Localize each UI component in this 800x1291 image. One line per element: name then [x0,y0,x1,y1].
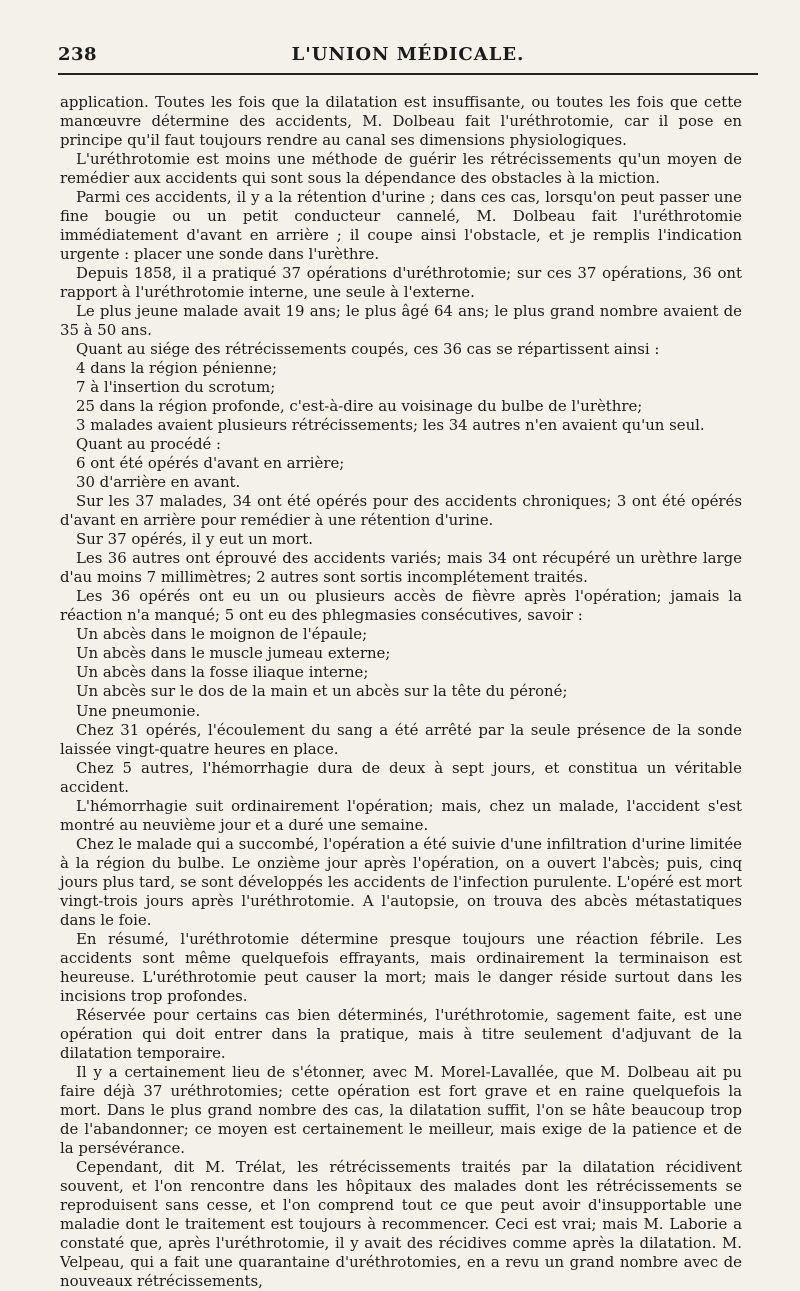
paragraph: 30 d'arrière en avant. [76,473,241,492]
page-number: 238 [58,44,98,65]
paragraph: Un abcès sur le dos de la main et un abcès sur la tête du péroné; [76,682,568,701]
paragraph: 4 dans la région pénienne; [76,359,277,378]
paragraph: Chez le malade qui a succombé, l'opération a été suivie d'une infiltration d'urine limitée à la région du bulbe. Le onzième jour après l'opération, on a ouvert l'abcès; puis, cinq jours plus tard, se sont développés les accidents de l'infection purulente. L'opéré est mort vingt-trois jours après l'uréthrotomie. A l'autopsie, on trouva des abcès métastatiques dans le foie. [60,834,742,929]
paragraph: Parmi ces accidents, il y a la rétention d'urine ; dans ces cas, lorsqu'on peut passer une fine bougie ou un petit conducteur cannelé, M. Dolbeau fait l'uréthrotomie immédiatement d'avant en arrière ; il coupe ainsi l'obstacle, et je remplis l'indication urgente : placer une sonde dans l'urèthre. [60,188,742,264]
paragraph: Le plus jeune malade avait 19 ans; le plus âgé 64 ans; le plus grand nombre avaient de 35 à 50 ans. [60,302,742,340]
journal-title: L'UNION MÉDICALE. [291,44,525,65]
paragraph: En résumé, l'uréthrotomie détermine presque toujours une réaction fébrile. Les accidents sont même quelquefois effrayants, mais ordinairement la terminaison est heureuse. L'uréthrotomie peut causer la mort; mais le danger réside surtout dans les incisions trop profondes. [60,929,742,1005]
paragraph: Chez 5 autres, l'hémorrhagie dura de deux à sept jours, et constitua un véritable accident. [60,758,742,796]
paragraph: Sur 37 opérés, il y eut un mort. [76,530,314,549]
paragraph: Chez 31 opérés, l'écoulement du sang a été arrêté par la seule présence de la sonde laissée vingt-quatre heures en place. [60,720,742,758]
paragraph: Depuis 1858, il a pratiqué 37 opérations d'uréthrotomie; sur ces 37 opérations, 36 ont rapport à l'uréthrotomie interne, une seule à l'externe. [60,264,742,302]
article-body [60,93,742,1291]
paragraph: Il y a certainement lieu de s'étonner, avec M. Morel-Lavallée, que M. Dolbeau ait pu faire déjà 37 uréthrotomies; cette opération est fort grave et en raine quelquefois la mort. Dans le plus grand nombre des cas, la dilatation suffit, l'on se hâte beaucoup trop de l'abandonner; ce moyen est certainement le meilleur, mais exige de la patience et de la persévérance. [60,1062,742,1157]
paragraph: 7 à l'insertion du scrotum; [76,378,276,397]
paragraph: Quant au procédé : [76,435,222,454]
header-rule [58,73,758,75]
paragraph: L'uréthrotomie est moins une méthode de guérir les rétrécissements qu'un moyen de remédier aux accidents qui sont sous la dépendance des obstacles à la miction. [60,150,742,188]
paragraph: Un abcès dans le muscle jumeau externe; [76,644,391,663]
paragraph: Un abcès dans le moignon de l'épaule; [76,625,368,644]
paragraph: Les 36 autres ont éprouvé des accidents variés; mais 34 ont récupéré un urèthre large d'au moins 7 millimètres; 2 autres sont sortis incomplétement traités. [60,549,742,587]
paragraph: Cependant, dit M. Trélat, les rétrécissements traités par la dilatation récidivent souvent, et l'on rencontre dans les hôpitaux des malades dont les rétrécissements se reproduisent sans cesse, et l'on comprend tout ce que peut avoir d'insupportable une maladie dont le traitement est toujours à recommencer. Ceci est vrai; mais M. Laborie a constaté que, après l'uréthrotomie, il y avait des récidives comme après la dilatation. M. Velpeau, qui a fait une quarantaine d'uréthrotomies, en a revu un grand nombre avec de nouveaux rétrécissements, [60,1157,742,1290]
page-header [58,42,758,70]
paragraph: 3 malades avaient plusieurs rétrécissements; les 34 autres n'en avaient qu'un seul. [76,416,705,435]
paragraph: 25 dans la région profonde, c'est-à-dire au voisinage du bulbe de l'urèthre; [76,397,643,416]
paragraph: Sur les 37 malades, 34 ont été opérés pour des accidents chroniques; 3 ont été opérés d'avant en arrière pour remédier à une rétention d'urine. [60,492,742,530]
paragraph: Les 36 opérés ont eu un ou plusieurs accès de fièvre après l'opération; jamais la réaction n'a manqué; 5 ont eu des phlegmasies consécutives, savoir : [60,587,742,625]
paragraph: application. Toutes les fois que la dilatation est insuffisante, ou toutes les fois que cette manœuvre détermine des accidents, M. Dolbeau fait l'uréthrotomie, car il pose en principe qu'il faut toujours rendre au canal ses dimensions physiologiques. [60,93,742,150]
paragraph: Une pneumonie. [76,701,201,720]
paragraph: Un abcès dans la fosse iliaque interne; [76,663,369,682]
paragraph: L'hémorrhagie suit ordinairement l'opération; mais, chez un malade, l'accident s'est montré au neuvième jour et a duré une semaine. [60,796,742,834]
paragraph: Quant au siége des rétrécissements coupés, ces 36 cas se répartissent ainsi : [76,340,660,359]
paragraph: Réservée pour certains cas bien déterminés, l'uréthrotomie, sagement faite, est une opération qui doit entrer dans la pratique, mais à titre seulement d'adjuvant de la dilatation temporaire. [60,1005,742,1062]
paragraph: 6 ont été opérés d'avant en arrière; [76,454,345,473]
